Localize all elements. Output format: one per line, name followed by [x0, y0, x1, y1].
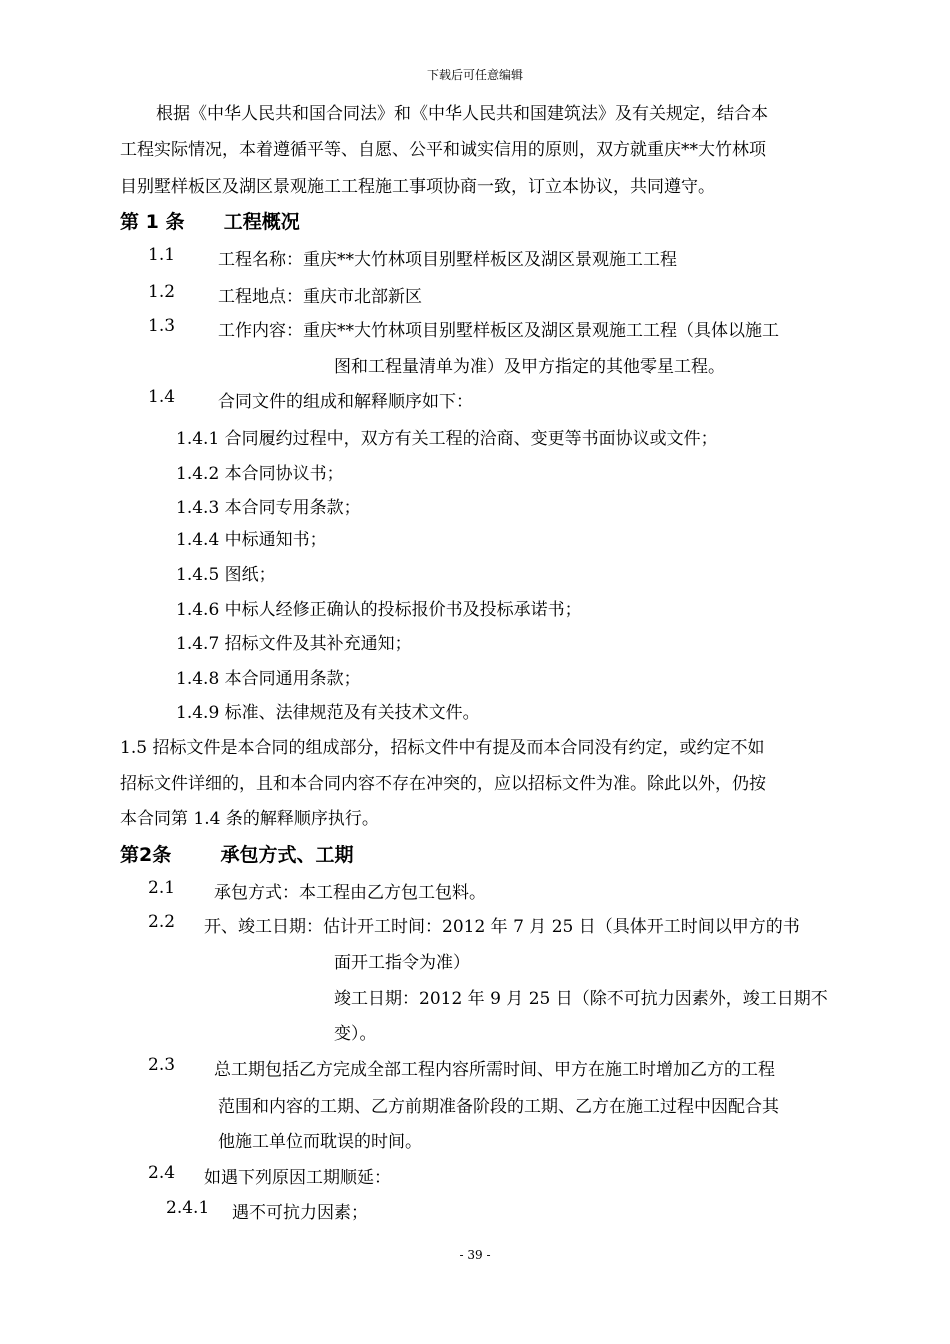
item-1-3-continuation: 图和工程量清单为准）及甲方指定的其他零星工程。 [334, 357, 725, 377]
item-1-3-text: 工作内容：重庆**大竹林项目别墅样板区及湖区景观施工工程（具体以施工 [218, 321, 779, 341]
page-header: 下载后可任意编辑 [426, 68, 523, 82]
sub-item-1-4-6: 1.4.6 中标人经修正确认的投标报价书及投标承诺书； [176, 600, 582, 620]
item-1-5-line-2: 招标文件详细的，且和本合同内容不存在冲突的，应以招标文件为准。除此以外，仍按 [120, 774, 766, 794]
item-2-3-line-2: 范围和内容的工期、乙方前期准备阶段的工期、乙方在施工过程中因配合其 [218, 1097, 779, 1117]
item-1-4-number: 1.4 [148, 387, 176, 407]
page-number: - 39 - [459, 1248, 491, 1262]
item-1-1-number: 1.1 [148, 245, 176, 265]
item-2-2-line-2: 面开工指令为准） [334, 953, 470, 973]
sub-item-1-4-9: 1.4.9 标准、法律规范及有关技术文件。 [176, 703, 480, 723]
item-1-3-number: 1.3 [148, 316, 176, 336]
item-2-3-line-3: 他施工单位而耽误的时间。 [218, 1132, 422, 1152]
item-1-4-text: 合同文件的组成和解释顺序如下： [218, 392, 473, 412]
item-2-2-text: 开、竣工日期：估计开工时间：2012 年 7 月 25 日（具体开工时间以甲方的书 [204, 917, 800, 937]
sub-item-1-4-8: 1.4.8 本合同通用条款； [176, 669, 361, 689]
item-2-4-1-number: 2.4.1 [166, 1198, 210, 1218]
section-2-heading [120, 840, 354, 867]
sub-item-1-4-1: 1.4.1 合同履约过程中，双方有关工程的洽商、变更等书面协议或文件； [176, 429, 718, 449]
section-1-title: 工程概况 [223, 211, 300, 233]
sub-item-1-4-2: 1.4.2 本合同协议书； [176, 464, 344, 484]
item-2-1-text: 承包方式：本工程由乙方包工包料。 [214, 883, 486, 903]
item-2-2-number: 2.2 [148, 912, 176, 932]
sub-item-1-4-5: 1.4.5 图纸； [176, 565, 276, 585]
item-1-5-line-1: 1.5 招标文件是本合同的组成部分，招标文件中有提及而本合同没有约定，或约定不如 [120, 738, 765, 758]
sub-item-1-4-3: 1.4.3 本合同专用条款； [176, 498, 361, 518]
section-1-number: 第 1 条 [120, 211, 185, 233]
item-1-5-line-3: 本合同第 1.4 条的解释顺序执行。 [120, 809, 379, 829]
intro-line-1: 根据《中华人民共和国合同法》和《中华人民共和国建筑法》及有关规定，结合本 [156, 104, 768, 124]
item-2-3-text: 总工期包括乙方完成全部工程内容所需时间、甲方在施工时增加乙方的工程 [214, 1060, 775, 1080]
item-2-4-1-text: 遇不可抗力因素； [232, 1203, 368, 1223]
item-1-2-number: 1.2 [148, 282, 176, 302]
intro-line-3: 目别墅样板区及湖区景观施工工程施工事项协商一致，订立本协议，共同遵守。 [120, 177, 715, 197]
item-2-2-line-3: 竣工日期：2012 年 9 月 25 日（除不可抗力因素外，竣工日期不 [334, 989, 828, 1009]
sub-item-1-4-4: 1.4.4 中标通知书； [176, 530, 327, 550]
section-2-title: 承包方式、工期 [220, 844, 354, 866]
section-1-heading [120, 207, 300, 234]
item-2-4-text: 如遇下列原因工期顺延： [204, 1168, 391, 1188]
intro-line-2: 工程实际情况，本着遵循平等、自愿、公平和诚实信用的原则，双方就重庆**大竹林项 [120, 140, 766, 160]
item-2-4-number: 2.4 [148, 1163, 176, 1183]
item-2-3-number: 2.3 [148, 1055, 176, 1075]
section-2-number: 第2条 [120, 844, 172, 866]
item-2-2-line-4: 变）。 [334, 1024, 377, 1044]
item-1-2-text: 工程地点：重庆市北部新区 [218, 287, 422, 307]
sub-item-1-4-7: 1.4.7 招标文件及其补充通知； [176, 634, 412, 654]
item-2-1-number: 2.1 [148, 878, 176, 898]
item-1-1-text: 工程名称：重庆**大竹林项目别墅样板区及湖区景观施工工程 [218, 250, 677, 270]
